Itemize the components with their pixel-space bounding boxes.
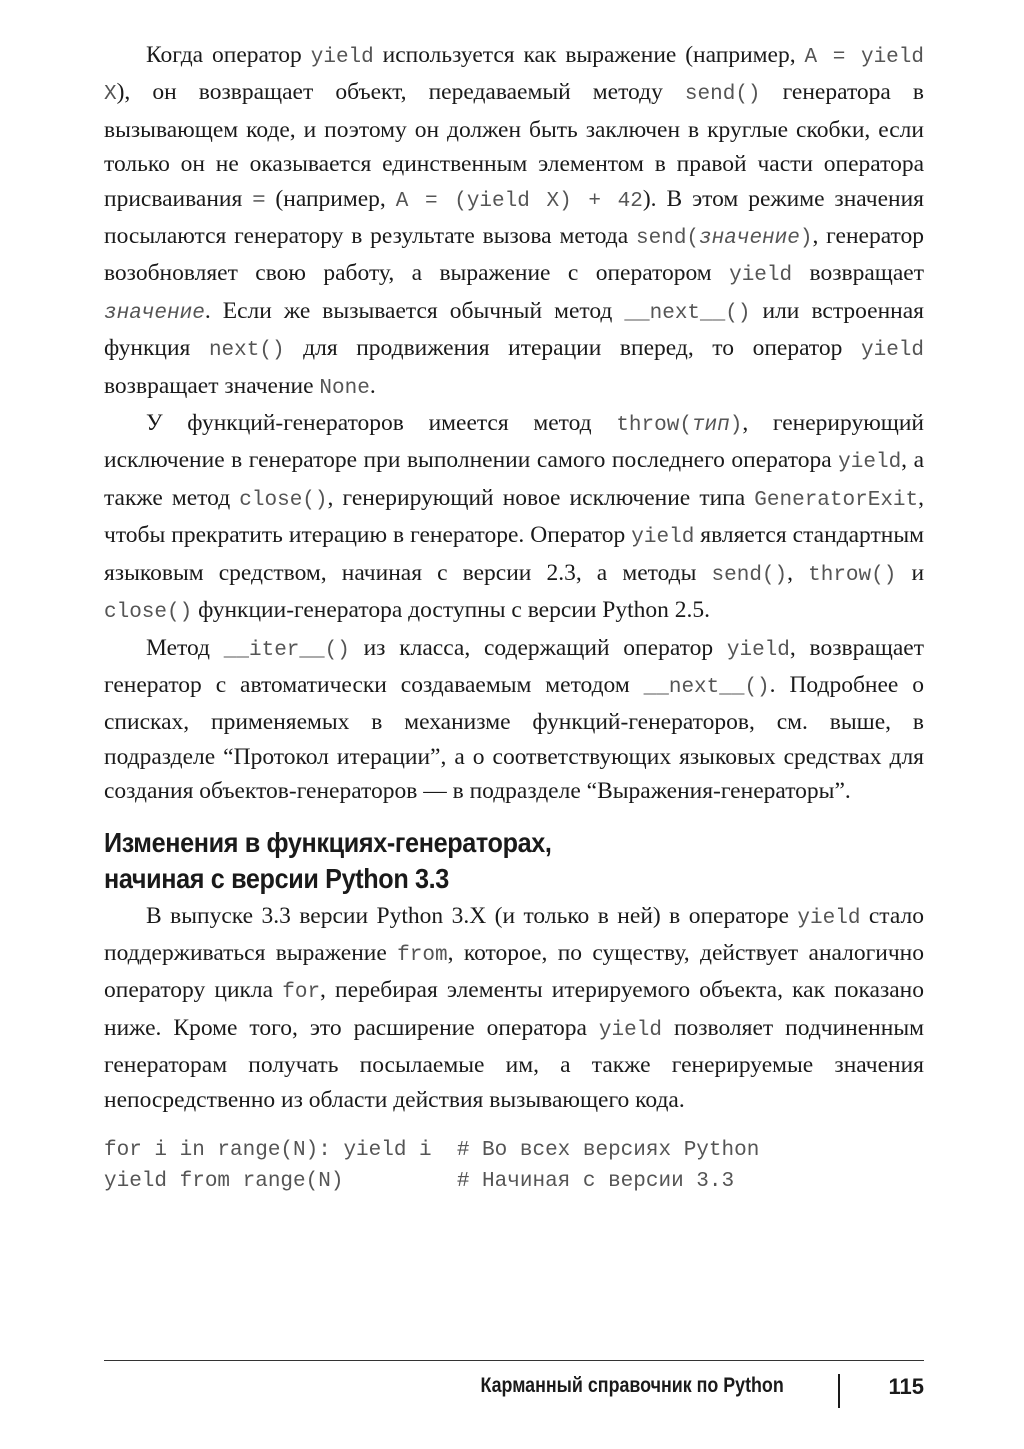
inline-code: close() bbox=[239, 488, 328, 512]
inline-code: __next__() bbox=[643, 675, 770, 699]
code-example bbox=[104, 1135, 924, 1197]
inline-code: A = yield X bbox=[104, 46, 924, 107]
inline-code: send( bbox=[636, 227, 700, 251]
paragraph-iter-method: Метод __iter__() из класса, содержащий оператор yield, возвращает генератор с автоматически создаваемым методом __next__(). Подробнее о списках, применяемых в механизме функций-генераторов, см. выше, в подразделе “Протокол итерации”, а о соответствующих языковых средствах для создания объектов-генераторов — в подразделе “Выражения-генераторы”. bbox=[104, 634, 924, 805]
page-content bbox=[104, 38, 924, 1197]
inline-code: yield bbox=[860, 339, 924, 363]
inline-code: значение bbox=[104, 301, 205, 325]
inline-code: yield bbox=[631, 526, 695, 550]
inline-code: yield bbox=[310, 46, 374, 69]
inline-code: next() bbox=[208, 339, 285, 363]
inline-code: yield bbox=[598, 1018, 662, 1042]
inline-code: тип bbox=[691, 414, 730, 438]
inline-code: ) bbox=[799, 227, 813, 251]
inline-code: close() bbox=[104, 601, 193, 625]
inline-code: __next__() bbox=[624, 301, 751, 325]
inline-code: for bbox=[282, 981, 321, 1005]
inline-code: __iter__() bbox=[223, 638, 350, 662]
inline-code: GeneratorExit bbox=[754, 488, 919, 512]
paragraph-yield-from: В выпуске 3.3 версии Python 3.X (и только в ней) в операторе yield стало поддерживаться выражение from, которое, по существу, действует аналогично оператору цикла for, перебирая элементы итерируемого объекта, как показано ниже. Кроме того, это расширение оператора yield позволяет подчиненным генераторам получать посылаемые им, а также генерируемые значения непосредственно из области действия вызывающего кода. bbox=[104, 902, 924, 1113]
footer-separator bbox=[838, 1374, 840, 1408]
inline-code: throw() bbox=[808, 563, 897, 587]
paragraph-yield-expression: Когда оператор yield используется как выражение (например, A = yield X), он возвращает объект, передаваемый методу send() генератора в вызывающем коде, и поэтому он должен быть заключен в круглые скобки, если только он не оказывается единственным элементом в правой части оператора присваивания = (например, A = (yield X) + 42). В этом режиме значения посылаются генератору в результате вызова метода send(значение), генератор возобновляет свою работу, а выражение с оператором yield возвращает значение. Если же вызывается обычный метод __next__() или встроенная функция next() для продвижения итерации вперед, то оператор yield возвращает значение None. bbox=[104, 42, 924, 400]
paragraph-generator-methods: У функций-генераторов имеется метод throw(тип), генерирующий исключение в генераторе при выполнении самого последнего оператора yield, а также метод close(), генерирующий новое исключение типа GeneratorExit, чтобы прекратить итерацию в генераторе. Оператор yield является стандартным языковым средством, начиная с версии 2.3, а методы send(), throw() и close() функции-генератора доступны с версии Python 2.5. bbox=[104, 410, 925, 625]
inline-code: yield bbox=[726, 638, 790, 662]
inline-code: yield bbox=[797, 906, 861, 930]
footer-rule bbox=[104, 1360, 924, 1361]
inline-code: yield bbox=[729, 264, 793, 288]
inline-code: send() bbox=[684, 83, 761, 107]
section-heading-line-2: начиная с версии Python 3.3 bbox=[104, 862, 449, 894]
footer-book-title: Карманный справочник по Python bbox=[480, 1374, 784, 1397]
page-number: 115 bbox=[888, 1374, 924, 1399]
inline-code: throw( bbox=[616, 414, 692, 438]
code-line: for i in range(N): yield i # Во всех версиях Python bbox=[104, 1138, 760, 1162]
code-line: yield from range(N) # Начиная с версии 3.3 bbox=[104, 1169, 735, 1193]
inline-code: ) bbox=[729, 414, 743, 438]
inline-code: from bbox=[397, 943, 448, 967]
inline-code: None bbox=[319, 376, 370, 400]
section-heading bbox=[104, 825, 842, 897]
inline-code: yield bbox=[838, 451, 902, 475]
inline-code: значение bbox=[699, 227, 800, 251]
inline-code: A = (yield X) + 42 bbox=[395, 189, 643, 213]
section-heading-line-1: Изменения в функциях-генераторах, bbox=[104, 826, 552, 858]
inline-code: send() bbox=[711, 563, 788, 587]
